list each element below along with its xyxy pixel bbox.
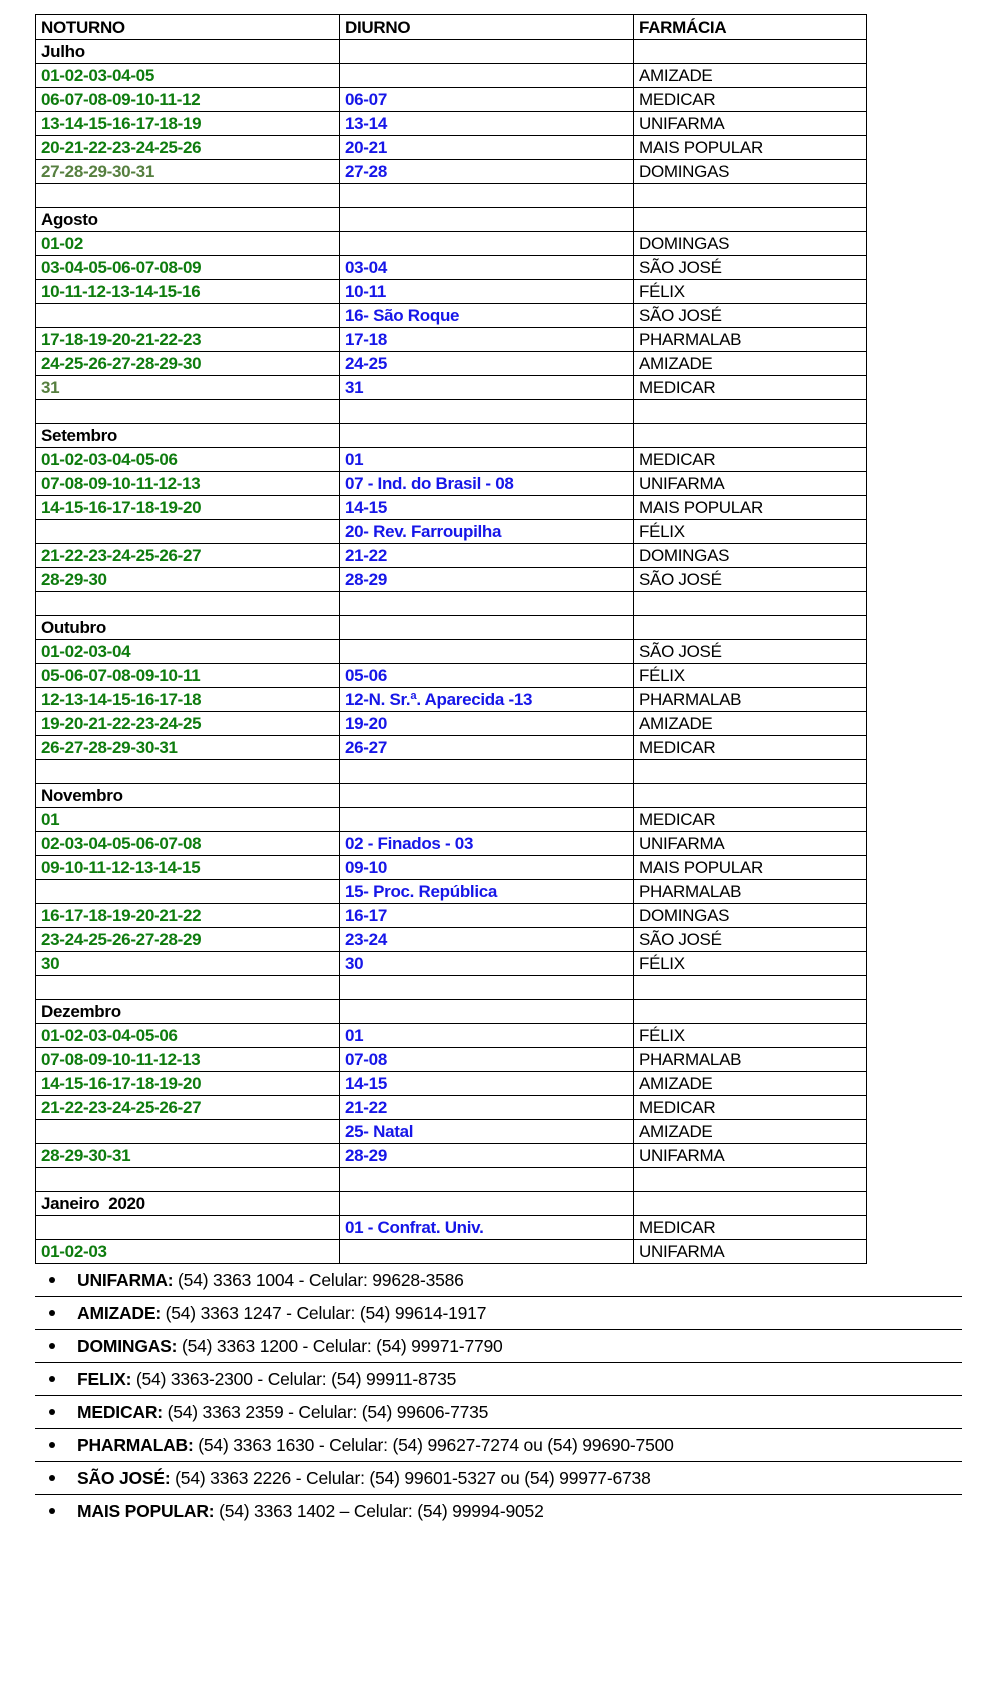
schedule-row — [36, 904, 867, 928]
month-label: Outubro — [36, 616, 340, 640]
farmacia-name-cell — [634, 784, 867, 808]
schedule-row — [36, 280, 867, 304]
pharmacy-phone-details: (54) 3363 1402 – Celular: (54) 99994-9052 — [214, 1501, 544, 1521]
diurno-dates-cell: 16-17 — [340, 904, 634, 928]
schedule-row — [36, 112, 867, 136]
pharmacy-contact-item — [35, 1396, 962, 1429]
noturno-dates-cell — [36, 1168, 340, 1192]
farmacia-name-cell: DOMINGAS — [634, 544, 867, 568]
schedule-row — [36, 352, 867, 376]
diurno-dates-cell: 01 - Confrat. Univ. — [340, 1216, 634, 1240]
diurno-dates-cell: 26-27 — [340, 736, 634, 760]
farmacia-name-cell: MEDICAR — [634, 88, 867, 112]
bullet-icon — [49, 1310, 55, 1316]
diurno-dates-cell: 28-29 — [340, 1144, 634, 1168]
pharmacy-contact-item — [35, 1462, 962, 1495]
farmacia-name-cell — [634, 208, 867, 232]
bullet-icon — [49, 1442, 55, 1448]
diurno-dates-cell: 27-28 — [340, 160, 634, 184]
pharmacy-name: SÃO JOSÉ: — [77, 1468, 171, 1488]
schedule-row — [36, 736, 867, 760]
noturno-dates-cell: 17-18-19-20-21-22-23 — [36, 328, 340, 352]
pharmacy-name: MAIS POPULAR: — [77, 1501, 215, 1521]
noturno-dates-cell: 10-11-12-13-14-15-16 — [36, 280, 340, 304]
diurno-dates-cell — [340, 400, 634, 424]
farmacia-name-cell: SÃO JOSÉ — [634, 304, 867, 328]
schedule-row — [36, 160, 867, 184]
diurno-dates-cell: 19-20 — [340, 712, 634, 736]
noturno-dates-cell: 07-08-09-10-11-12-13 — [36, 1048, 340, 1072]
spacer-row — [36, 184, 867, 208]
farmacia-name-cell: UNIFARMA — [634, 832, 867, 856]
farmacia-name-cell: SÃO JOSÉ — [634, 256, 867, 280]
pharmacy-name: MEDICAR: — [77, 1402, 163, 1422]
pharmacy-contact-item — [35, 1264, 962, 1297]
noturno-dates-cell — [36, 520, 340, 544]
schedule-row — [36, 376, 867, 400]
farmacia-name-cell: MAIS POPULAR — [634, 856, 867, 880]
diurno-dates-cell — [340, 1192, 634, 1216]
farmacia-name-cell — [634, 184, 867, 208]
farmacia-name-cell — [634, 976, 867, 1000]
diurno-dates-cell: 28-29 — [340, 568, 634, 592]
schedule-row — [36, 808, 867, 832]
pharmacy-phone-details: (54) 3363-2300 - Celular: (54) 99911-8735 — [131, 1369, 457, 1389]
farmacia-name-cell — [634, 1000, 867, 1024]
schedule-row — [36, 136, 867, 160]
diurno-dates-cell: 16- São Roque — [340, 304, 634, 328]
noturno-dates-cell: 14-15-16-17-18-19-20 — [36, 496, 340, 520]
schedule-row — [36, 880, 867, 904]
diurno-dates-cell: 13-14 — [340, 112, 634, 136]
diurno-dates-cell: 20- Rev. Farroupilha — [340, 520, 634, 544]
spacer-row — [36, 976, 867, 1000]
diurno-dates-cell — [340, 208, 634, 232]
diurno-dates-cell: 14-15 — [340, 1072, 634, 1096]
noturno-dates-cell: 24-25-26-27-28-29-30 — [36, 352, 340, 376]
noturno-dates-cell: 14-15-16-17-18-19-20 — [36, 1072, 340, 1096]
noturno-dates-cell: 20-21-22-23-24-25-26 — [36, 136, 340, 160]
month-label: Novembro — [36, 784, 340, 808]
noturno-dates-cell: 12-13-14-15-16-17-18 — [36, 688, 340, 712]
schedule-row — [36, 520, 867, 544]
noturno-dates-cell — [36, 1216, 340, 1240]
farmacia-name-cell — [634, 424, 867, 448]
noturno-dates-cell: 07-08-09-10-11-12-13 — [36, 472, 340, 496]
farmacia-name-cell: MEDICAR — [634, 376, 867, 400]
diurno-dates-cell: 31 — [340, 376, 634, 400]
schedule-row — [36, 1240, 867, 1264]
farmacia-name-cell: AMIZADE — [634, 352, 867, 376]
noturno-dates-cell: 21-22-23-24-25-26-27 — [36, 1096, 340, 1120]
column-header-diurno: DIURNO — [340, 15, 634, 40]
schedule-row — [36, 928, 867, 952]
table-header-row — [36, 15, 867, 40]
month-row — [36, 424, 867, 448]
farmacia-name-cell: MAIS POPULAR — [634, 496, 867, 520]
noturno-dates-cell: 01-02-03-04-05-06 — [36, 1024, 340, 1048]
diurno-dates-cell — [340, 1240, 634, 1264]
farmacia-name-cell: PHARMALAB — [634, 688, 867, 712]
diurno-dates-cell: 05-06 — [340, 664, 634, 688]
schedule-row — [36, 472, 867, 496]
farmacia-name-cell: MEDICAR — [634, 1096, 867, 1120]
diurno-dates-cell: 30 — [340, 952, 634, 976]
noturno-dates-cell — [36, 976, 340, 1000]
farmacia-name-cell: SÃO JOSÉ — [634, 640, 867, 664]
month-label: Janeiro 2020 — [36, 1192, 340, 1216]
farmacia-name-cell — [634, 40, 867, 64]
farmacia-name-cell: FÉLIX — [634, 280, 867, 304]
diurno-dates-cell — [340, 784, 634, 808]
pharmacy-contact-item — [35, 1429, 962, 1462]
farmacia-name-cell: AMIZADE — [634, 1120, 867, 1144]
noturno-dates-cell: 02-03-04-05-06-07-08 — [36, 832, 340, 856]
noturno-dates-cell — [36, 304, 340, 328]
farmacia-name-cell: SÃO JOSÉ — [634, 928, 867, 952]
pharmacy-phone-details: (54) 3363 1004 - Celular: 99628-3586 — [173, 1270, 464, 1290]
bullet-icon — [49, 1343, 55, 1349]
pharmacy-name: AMIZADE: — [77, 1303, 161, 1323]
month-row — [36, 616, 867, 640]
schedule-table-body — [36, 40, 867, 1264]
diurno-dates-cell: 15- Proc. República — [340, 880, 634, 904]
schedule-row — [36, 952, 867, 976]
diurno-dates-cell: 14-15 — [340, 496, 634, 520]
schedule-row — [36, 232, 867, 256]
farmacia-name-cell: DOMINGAS — [634, 160, 867, 184]
diurno-dates-cell: 02 - Finados - 03 — [340, 832, 634, 856]
farmacia-name-cell — [634, 760, 867, 784]
noturno-dates-cell: 05-06-07-08-09-10-11 — [36, 664, 340, 688]
diurno-dates-cell: 01 — [340, 1024, 634, 1048]
diurno-dates-cell — [340, 760, 634, 784]
diurno-dates-cell — [340, 1000, 634, 1024]
pharmacy-contact-item — [35, 1297, 962, 1330]
schedule-row — [36, 688, 867, 712]
month-row — [36, 1000, 867, 1024]
noturno-dates-cell: 01-02-03-04-05 — [36, 64, 340, 88]
noturno-dates-cell: 31 — [36, 376, 340, 400]
noturno-dates-cell: 28-29-30 — [36, 568, 340, 592]
spacer-row — [36, 592, 867, 616]
noturno-dates-cell: 03-04-05-06-07-08-09 — [36, 256, 340, 280]
bullet-icon — [49, 1409, 55, 1415]
bullet-icon — [49, 1277, 55, 1283]
farmacia-name-cell: FÉLIX — [634, 1024, 867, 1048]
diurno-dates-cell — [340, 184, 634, 208]
noturno-dates-cell — [36, 592, 340, 616]
schedule-row — [36, 88, 867, 112]
schedule-row — [36, 640, 867, 664]
month-label: Agosto — [36, 208, 340, 232]
schedule-row — [36, 304, 867, 328]
farmacia-name-cell: AMIZADE — [634, 712, 867, 736]
diurno-dates-cell: 10-11 — [340, 280, 634, 304]
diurno-dates-cell — [340, 1168, 634, 1192]
schedule-row — [36, 856, 867, 880]
farmacia-name-cell: UNIFARMA — [634, 472, 867, 496]
farmacia-name-cell — [634, 592, 867, 616]
farmacia-name-cell: PHARMALAB — [634, 880, 867, 904]
month-label: Julho — [36, 40, 340, 64]
noturno-dates-cell: 27-28-29-30-31 — [36, 160, 340, 184]
diurno-dates-cell: 21-22 — [340, 544, 634, 568]
noturno-dates-cell: 09-10-11-12-13-14-15 — [36, 856, 340, 880]
pharmacy-contact-item — [35, 1330, 962, 1363]
diurno-dates-cell — [340, 616, 634, 640]
pharmacy-name: FELIX: — [77, 1369, 132, 1389]
farmacia-name-cell: MEDICAR — [634, 808, 867, 832]
month-row — [36, 784, 867, 808]
diurno-dates-cell: 07 - Ind. do Brasil - 08 — [340, 472, 634, 496]
diurno-dates-cell: 17-18 — [340, 328, 634, 352]
schedule-row — [36, 328, 867, 352]
schedule-row — [36, 712, 867, 736]
diurno-dates-cell — [340, 976, 634, 1000]
farmacia-name-cell: AMIZADE — [634, 64, 867, 88]
farmacia-name-cell: MEDICAR — [634, 1216, 867, 1240]
schedule-row — [36, 1096, 867, 1120]
schedule-row — [36, 1048, 867, 1072]
farmacia-name-cell — [634, 1192, 867, 1216]
bullet-icon — [49, 1508, 55, 1514]
farmacia-name-cell: MAIS POPULAR — [634, 136, 867, 160]
noturno-dates-cell: 28-29-30-31 — [36, 1144, 340, 1168]
diurno-dates-cell: 21-22 — [340, 1096, 634, 1120]
noturno-dates-cell: 01-02-03-04 — [36, 640, 340, 664]
noturno-dates-cell — [36, 880, 340, 904]
farmacia-name-cell: AMIZADE — [634, 1072, 867, 1096]
farmacia-name-cell: SÃO JOSÉ — [634, 568, 867, 592]
spacer-row — [36, 400, 867, 424]
noturno-dates-cell: 30 — [36, 952, 340, 976]
noturno-dates-cell: 21-22-23-24-25-26-27 — [36, 544, 340, 568]
pharmacy-name: DOMINGAS: — [77, 1336, 178, 1356]
noturno-dates-cell: 19-20-21-22-23-24-25 — [36, 712, 340, 736]
noturno-dates-cell: 01-02-03-04-05-06 — [36, 448, 340, 472]
pharmacy-contact-item — [35, 1363, 962, 1396]
schedule-row — [36, 664, 867, 688]
farmacia-name-cell: MEDICAR — [634, 448, 867, 472]
month-label: Dezembro — [36, 1000, 340, 1024]
column-header-farmacia: FARMÁCIA — [634, 15, 867, 40]
diurno-dates-cell: 09-10 — [340, 856, 634, 880]
month-label: Setembro — [36, 424, 340, 448]
schedule-row — [36, 1144, 867, 1168]
schedule-row — [36, 1120, 867, 1144]
farmacia-name-cell: UNIFARMA — [634, 1240, 867, 1264]
farmacia-name-cell: MEDICAR — [634, 736, 867, 760]
farmacia-name-cell: PHARMALAB — [634, 1048, 867, 1072]
noturno-dates-cell: 01 — [36, 808, 340, 832]
month-row — [36, 1192, 867, 1216]
column-header-noturno: NOTURNO — [36, 15, 340, 40]
diurno-dates-cell: 07-08 — [340, 1048, 634, 1072]
pharmacy-contacts-list — [35, 1264, 962, 1527]
pharmacy-name: UNIFARMA: — [77, 1270, 174, 1290]
diurno-dates-cell — [340, 640, 634, 664]
schedule-row — [36, 1072, 867, 1096]
schedule-row — [36, 832, 867, 856]
diurno-dates-cell: 24-25 — [340, 352, 634, 376]
farmacia-name-cell: PHARMALAB — [634, 328, 867, 352]
schedule-row — [36, 256, 867, 280]
schedule-row — [36, 1024, 867, 1048]
farmacia-name-cell: UNIFARMA — [634, 112, 867, 136]
diurno-dates-cell — [340, 40, 634, 64]
diurno-dates-cell: 25- Natal — [340, 1120, 634, 1144]
noturno-dates-cell — [36, 1120, 340, 1144]
diurno-dates-cell — [340, 808, 634, 832]
noturno-dates-cell: 23-24-25-26-27-28-29 — [36, 928, 340, 952]
pharmacy-phone-details: (54) 3363 1247 - Celular: (54) 99614-1917 — [160, 1303, 487, 1323]
noturno-dates-cell — [36, 760, 340, 784]
farmacia-name-cell: FÉLIX — [634, 664, 867, 688]
pharmacy-schedule-table — [35, 14, 867, 1264]
pharmacy-name: PHARMALAB: — [77, 1435, 194, 1455]
diurno-dates-cell: 12-N. Sr.ª. Aparecida -13 — [340, 688, 634, 712]
diurno-dates-cell — [340, 64, 634, 88]
noturno-dates-cell — [36, 400, 340, 424]
schedule-row — [36, 568, 867, 592]
schedule-row — [36, 448, 867, 472]
spacer-row — [36, 760, 867, 784]
diurno-dates-cell: 20-21 — [340, 136, 634, 160]
farmacia-name-cell — [634, 400, 867, 424]
farmacia-name-cell — [634, 1168, 867, 1192]
pharmacy-phone-details: (54) 3363 1630 - Celular: (54) 99627-7274 ou (54) 99690-7500 — [193, 1435, 674, 1455]
month-row — [36, 208, 867, 232]
pharmacy-contact-item — [35, 1495, 962, 1527]
noturno-dates-cell — [36, 184, 340, 208]
month-row — [36, 40, 867, 64]
noturno-dates-cell: 01-02 — [36, 232, 340, 256]
noturno-dates-cell: 13-14-15-16-17-18-19 — [36, 112, 340, 136]
farmacia-name-cell: DOMINGAS — [634, 232, 867, 256]
pharmacy-phone-details: (54) 3363 1200 - Celular: (54) 99971-7790 — [177, 1336, 503, 1356]
noturno-dates-cell: 06-07-08-09-10-11-12 — [36, 88, 340, 112]
schedule-row — [36, 64, 867, 88]
pharmacy-phone-details: (54) 3363 2359 - Celular: (54) 99606-7735 — [162, 1402, 489, 1422]
bullet-icon — [49, 1475, 55, 1481]
diurno-dates-cell: 01 — [340, 448, 634, 472]
farmacia-name-cell: DOMINGAS — [634, 904, 867, 928]
farmacia-name-cell: FÉLIX — [634, 952, 867, 976]
diurno-dates-cell: 06-07 — [340, 88, 634, 112]
spacer-row — [36, 1168, 867, 1192]
schedule-row — [36, 1216, 867, 1240]
farmacia-name-cell: UNIFARMA — [634, 1144, 867, 1168]
noturno-dates-cell: 26-27-28-29-30-31 — [36, 736, 340, 760]
noturno-dates-cell: 01-02-03 — [36, 1240, 340, 1264]
schedule-row — [36, 496, 867, 520]
farmacia-name-cell: FÉLIX — [634, 520, 867, 544]
farmacia-name-cell — [634, 616, 867, 640]
diurno-dates-cell — [340, 232, 634, 256]
pharmacy-phone-details: (54) 3363 2226 - Celular: (54) 99601-5327 ou (54) 99977-6738 — [170, 1468, 651, 1488]
diurno-dates-cell — [340, 592, 634, 616]
diurno-dates-cell — [340, 424, 634, 448]
noturno-dates-cell: 16-17-18-19-20-21-22 — [36, 904, 340, 928]
bullet-icon — [49, 1376, 55, 1382]
schedule-row — [36, 544, 867, 568]
diurno-dates-cell: 23-24 — [340, 928, 634, 952]
diurno-dates-cell: 03-04 — [340, 256, 634, 280]
